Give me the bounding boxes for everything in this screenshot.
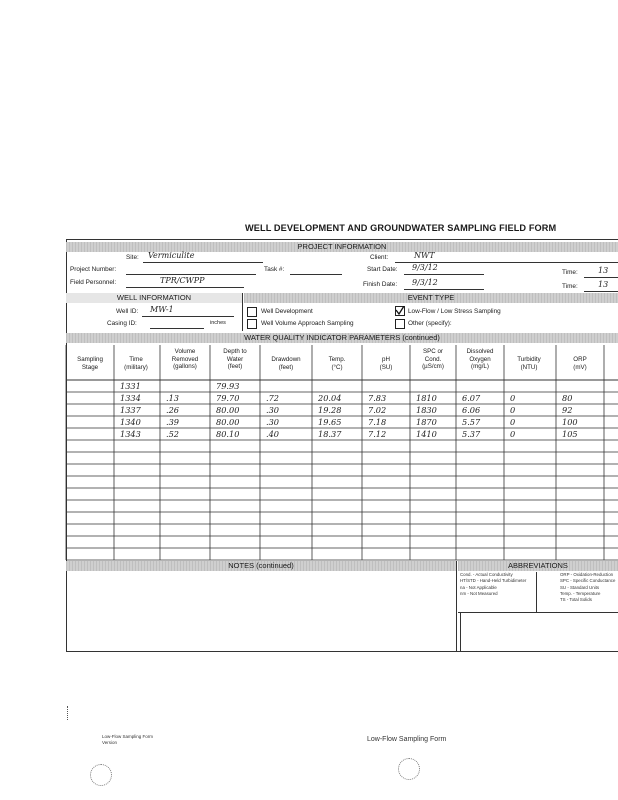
table-cell: .30 <box>266 405 280 415</box>
project-info-heading: PROJECT INFORMATION <box>297 242 387 251</box>
abbr-right-1: SPC - Specific Conductance <box>560 578 616 583</box>
table-cell: 1830 <box>416 405 437 415</box>
table-cell: 79.70 <box>216 393 240 403</box>
table-cell: 1343 <box>120 429 141 439</box>
event-label-0: Well Development <box>261 308 313 315</box>
abbr-right-0: ORP - Oxidation-Reduction <box>560 572 614 577</box>
table-cell: 6.06 <box>462 405 481 415</box>
col-header-conductance: SPC or Cond. (µS/cm) <box>422 348 444 371</box>
table-cell: 1334 <box>120 393 141 403</box>
field-personnel-label: Field Personnel: <box>70 279 117 286</box>
table-cell: .26 <box>166 405 180 415</box>
table-cell: 5.57 <box>462 417 481 427</box>
task-underline <box>290 274 342 275</box>
time-label-2: Time: <box>562 283 578 290</box>
table-cell: .40 <box>266 429 280 439</box>
well-id-label: Well ID: <box>116 308 139 315</box>
table-cell: .39 <box>166 417 180 427</box>
table-cell: 1410 <box>416 429 437 439</box>
table-cell: 0 <box>510 393 516 403</box>
event-label-3: Other (specify): <box>408 320 452 327</box>
client-label: Client: <box>370 254 389 261</box>
sheet-top-border <box>66 239 618 240</box>
water-quality-heading: WATER QUALITY INDICATOR PARAMETERS (continued) <box>244 333 440 342</box>
abbr-left-1: HT/STD - Hand-Held Turbidimeter <box>460 578 527 583</box>
col-header-orp: ORP (mV) <box>573 356 587 371</box>
table-cell: 7.12 <box>368 429 387 439</box>
table-cell: 0 <box>510 417 516 427</box>
table-cell: 7.18 <box>368 417 387 427</box>
table-cell: 6.07 <box>462 393 481 403</box>
table-cell: .13 <box>166 393 180 403</box>
table-cell: 1331 <box>120 381 141 391</box>
finish-date-value[interactable]: 9/3/12 <box>412 278 438 287</box>
abbr-bottom-line <box>458 612 618 613</box>
col-header-depth: Depth to Water (feet) <box>223 348 247 371</box>
table-cell: 19.65 <box>318 417 342 427</box>
casing-id-underline <box>150 328 204 329</box>
well-info-heading: WELL INFORMATION <box>116 293 192 302</box>
notes-abbr-divider <box>456 561 457 651</box>
table-cell: .72 <box>266 393 280 403</box>
abbr-column-divider <box>536 572 537 612</box>
abbreviations-heading: ABBREVIATIONS <box>508 561 568 570</box>
well-development-checkbox[interactable] <box>247 307 257 317</box>
col-header-volume: Volume Removed (gallons) <box>171 348 199 371</box>
table-cell: 19.28 <box>318 405 342 415</box>
time-label-1: Time: <box>562 269 578 276</box>
project-number-label: Project Number: <box>70 266 117 273</box>
notes-heading: NOTES (continued) <box>228 561 294 570</box>
field-personnel-value[interactable]: TPR/CWPP <box>160 276 205 285</box>
table-cell: .52 <box>166 429 180 439</box>
low-flow-checkbox[interactable] <box>395 306 405 316</box>
table-cell: 7.02 <box>368 405 387 415</box>
table-cell: 1810 <box>416 393 437 403</box>
table-cell: 1337 <box>120 405 141 415</box>
event-label-1: Low-Flow / Low Stress Sampling <box>408 308 501 315</box>
table-cell: 80.10 <box>216 429 240 439</box>
well-id-value[interactable]: MW-1 <box>150 305 174 314</box>
abbr-right-4: TS - Total Solids <box>560 597 592 602</box>
time-value-2[interactable]: 13 <box>598 280 609 289</box>
footer-left-line1: Low-Flow Sampling Form <box>102 734 154 739</box>
finish-date-underline <box>404 289 484 290</box>
table-cell: 18.37 <box>318 429 342 439</box>
col-header-turbidity: Turbidity (NTU) <box>517 356 541 371</box>
table-cell: 0 <box>510 429 516 439</box>
table-cell: 0 <box>510 405 516 415</box>
col-header-ph: pH (SU) <box>379 356 393 371</box>
abbr-left-2: na - Not Applicable <box>460 585 497 590</box>
casing-id-label: Casing ID: <box>107 320 137 327</box>
notes-band <box>66 561 456 571</box>
table-cell: .30 <box>266 417 280 427</box>
start-date-label: Start Date: <box>367 266 398 273</box>
site-value[interactable]: Vermiculite <box>148 251 195 260</box>
project-number-underline <box>126 274 256 275</box>
table-cell: 105 <box>562 429 578 439</box>
site-label: Site: <box>126 254 139 261</box>
abbr-right-3: Temp. - Temperature <box>560 591 601 596</box>
form-title: WELL DEVELOPMENT AND GROUNDWATER SAMPLING FIELD FORM <box>245 223 557 233</box>
event-type-heading: EVENT TYPE <box>407 293 455 302</box>
table-cell: 79.93 <box>216 381 240 391</box>
punch-hole-center <box>398 758 420 780</box>
well-event-divider <box>242 293 243 331</box>
abbr-lower-divider <box>460 612 461 651</box>
table-cell: 1870 <box>416 417 437 427</box>
start-date-value[interactable]: 9/3/12 <box>412 263 438 272</box>
time-value-1[interactable]: 13 <box>598 266 609 275</box>
table-cell: 80.00 <box>216 417 240 427</box>
abbr-left-3: nm - Not Measured <box>460 591 498 596</box>
task-label: Task #: <box>264 266 285 273</box>
col-header-sampling-stage: Sampling Stage <box>77 356 103 371</box>
water-quality-band <box>66 333 618 343</box>
abbr-left-0: Cond. - Actual Conductivity <box>460 572 513 577</box>
well-volume-checkbox[interactable] <box>247 319 257 329</box>
event-type-band <box>244 293 618 303</box>
check-mark-icon <box>395 306 404 315</box>
scan-mark <box>67 706 68 720</box>
footer-center: Low-Flow Sampling Form <box>367 736 447 743</box>
punch-hole-left <box>90 764 112 786</box>
time-underline-2 <box>584 291 618 292</box>
start-date-underline <box>404 274 484 275</box>
finish-date-label: Finish Date: <box>363 281 398 288</box>
well-id-underline <box>142 316 234 317</box>
sheet-bottom-border <box>66 651 618 652</box>
footer-left-line2: Version <box>102 739 118 745</box>
abbreviations-band <box>458 561 618 571</box>
event-label-2: Well Volume Approach Sampling <box>261 320 354 327</box>
table-cell: 5.37 <box>462 429 481 439</box>
table-cell: 7.83 <box>368 393 387 403</box>
field-personnel-underline <box>126 287 244 288</box>
time-underline-1 <box>584 277 618 278</box>
footer-left <box>102 734 153 745</box>
site-underline <box>143 262 263 263</box>
table-cell: 1340 <box>120 417 141 427</box>
abbr-right-2: SU - Standard Units <box>560 585 600 590</box>
inches-label: inches <box>210 320 226 326</box>
col-header-temp: Temp. (°C) <box>328 356 346 371</box>
table-cell: 92 <box>562 405 573 415</box>
table-cell: 20.04 <box>318 393 342 403</box>
well-info-band <box>66 293 242 303</box>
table-cell: 80.00 <box>216 405 240 415</box>
col-header-dissolved-oxygen: Dissolved Oxygen (mg/L) <box>466 348 494 371</box>
table-cell: 100 <box>562 417 578 427</box>
col-header-drawdown: Drawdown (feet) <box>271 356 301 371</box>
other-checkbox[interactable] <box>395 319 405 329</box>
col-header-time: Time (military) <box>124 356 148 371</box>
table-cell: 80 <box>562 393 573 403</box>
client-value[interactable]: NWT <box>414 251 435 260</box>
